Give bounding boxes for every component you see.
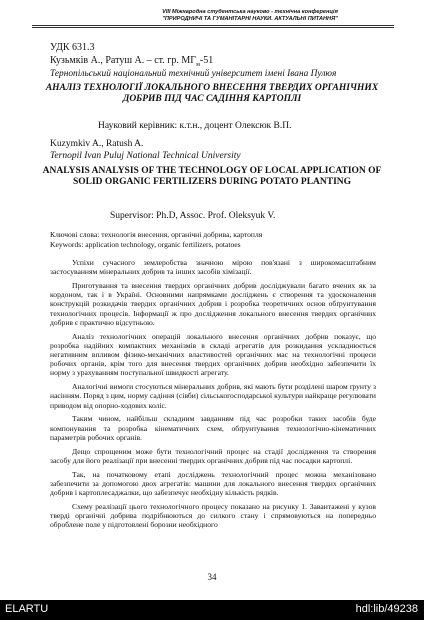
title-ua: АНАЛІЗ ТЕХНОЛОГІЇ ЛОКАЛЬНОГО ВНЕСЕННЯ ТВЕРДИХ ОРГАНІЧНИХ ДОБРИВ ПІД ЧАС САДІННЯ КАРТОПЛІ <box>45 83 379 104</box>
keywords-en: Keywords: application technology, organic fertilizers, potatoes <box>50 240 241 249</box>
authors-ua-main: Кузьмків А., Ратуш А. – ст. гр. МГ <box>50 55 197 66</box>
supervisor-en: Supervisor: Ph.D, Assoc. Prof. Oleksyuk V. <box>110 211 276 221</box>
conference-line-1: VIII Міжнародна студентська науково - технічна конференція <box>162 9 338 15</box>
udk-code: УДК 631.3 <box>50 42 95 53</box>
paragraph: Приготування та внесення твердих органічних добрив досліджували багато вчених як за кордоном, так і в Україні. Основними напрямками досліджень є створення та удосконалення конструкцій розкидачів твердих органічних добрив і розробка теоретичних основ обґрунтування технологічних процесів. Інформації ж про дослідження локального внесення твердих органічних добрив є практично відсутньою. <box>50 281 376 327</box>
paragraph: Так, на початковому етапі досліджень технологічний процес можна механізовано забезпечити за допомогою двох агрегатів: машини для локального внесення твердих органічних добрив і картоплесаджалки, що забезпечує необхідну кількість рядків. <box>50 469 376 498</box>
affiliation-en: Ternopil Ivan Puluj National Technical University <box>50 151 241 161</box>
title-en: ANALYSIS ANALYSIS OF THE TECHNOLOGY OF LOCAL APPLICATION OF SOLID ORGANIC FERTILIZERS DURING POTATO PLANTING <box>42 166 382 187</box>
page-number: 34 <box>207 572 217 582</box>
authors-ua-tail: -51 <box>199 55 214 66</box>
authors-ua-sub: м <box>196 62 200 68</box>
conference-header <box>100 9 400 23</box>
repository-name: ELARTU <box>5 603 49 615</box>
repository-footer <box>0 600 424 620</box>
paragraph: Схему реалізації цього технологічного процесу показано на рисунку 1. Завантажені у кузов тверді органічні добрива подрібнюються до силкого стану і спрямовуються на попередньо оброблене поле у підготовлені борозни необхідного <box>50 501 376 530</box>
supervisor-ua: Науковий керівник: к.т.н., доцент Олексюк В.П. <box>98 121 292 131</box>
paragraph: Таким чином, найбільш складним завданням під час розробки таких засобів буде компонування та розробка кінематичних схем, обґрунтування технологічно-кінематичних параметрів робочих органів. <box>50 414 376 442</box>
handle-link[interactable]: hdl:lib/49238 <box>355 603 418 615</box>
paragraph: Дещо спрощеним може бути технологічний процес на стадії дослідження та створення засобу для його реалізації при внесенні твердих органічних добрив під час посадки картоплі. <box>50 446 376 465</box>
paragraph: Аналіз технологічних операцій локального внесення органічних добрив показує, що розробка надійних компактних механізмів в складі агрегатів для розкидання ускладнюється негативним впливом фізико-механічних властивостей органічних мас на технологічні процеси робочих органів, крім того для внесення твердих органічних добрив необхідно забезпечити їх норму з урахуванням поступальної швидкості агрегату. <box>50 331 376 378</box>
header-rule-thin <box>32 27 394 28</box>
affiliation-ua: Тернопільський національний технічний університет імені Івана Пулюя <box>50 69 337 79</box>
paragraph: Успіхи сучасного землеробства значною мірою пов'язані з широкомасштабним застосуванням мінеральних добрив та інших засобів хімізації. <box>50 258 376 277</box>
keywords-ua: Ключові слова: технологія внесення, органічні добрива, картопля <box>50 230 263 239</box>
authors-en: Kuzymkiv A., Ratush A. <box>50 139 144 149</box>
conference-line-2: "ПРИРОДНИЧІ ТА ГУМАНІТАРНІ НАУКИ. АКТУАЛЬНІ ПИТАННЯ" <box>162 16 338 22</box>
paragraph: Аналогічні вимоги стосуються мінеральних добрив, які мають бути розділені шаром ґрунту з насінням. Поряд з цим, норму садіння (сівби) сільськогосподарської культури найкраще регулювати приводом від опорно-ходових коліс. <box>50 382 376 410</box>
body-text <box>50 258 376 534</box>
